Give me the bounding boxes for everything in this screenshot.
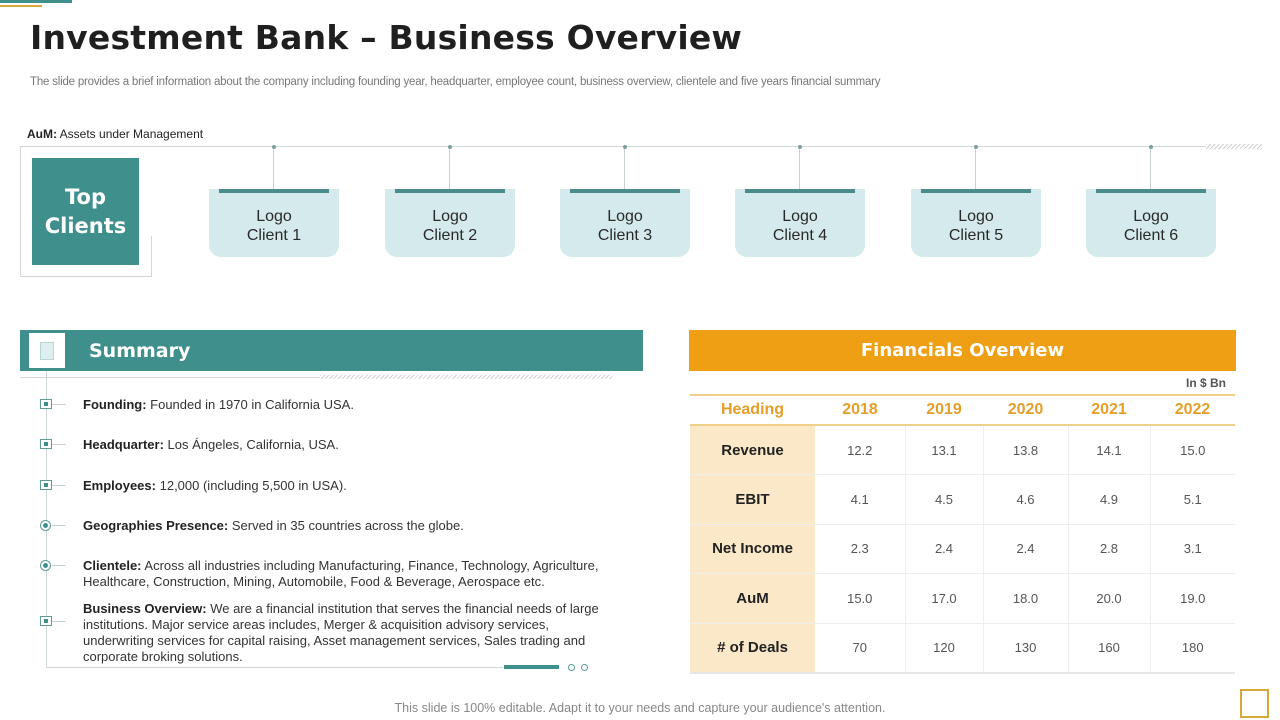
item-value: We are a financial institution that serves the financial needs of large institutions. Major service areas includes, Merger & acquisition advisory services, underwriting services for capital raising, Asset management services, Sales trading and corporate broking solutions.: [83, 601, 599, 664]
item-label: Founding:: [83, 397, 147, 412]
bullet-tick: [52, 485, 66, 486]
corner-box-decoration: [1240, 689, 1269, 718]
summary-item-text: [83, 558, 618, 590]
client-logo-label: Logo: [607, 208, 643, 225]
client-logo-placeholder: [209, 189, 339, 257]
client-name: Client 5: [948, 227, 1004, 244]
item-value: 12,000 (including 5,500 in USA).: [159, 478, 347, 493]
top-clients-line1: Top: [64, 184, 106, 209]
table-row: [690, 475, 1235, 525]
financials-unit: In $ Bn: [1185, 376, 1226, 390]
connector-stem: [799, 147, 800, 190]
client-logo-label: Logo: [958, 208, 994, 225]
card-accent-bar: [1096, 189, 1206, 193]
client-logo-placeholder: [385, 189, 515, 257]
table-cell: 3.1: [1150, 524, 1235, 574]
table-cell: 5.1: [1150, 475, 1235, 525]
client-logo-placeholder: [1086, 189, 1216, 257]
column-header: 2020: [983, 395, 1068, 425]
item-label: Business Overview:: [83, 601, 207, 616]
table-cell: 2.8: [1068, 524, 1150, 574]
client-logo-label: Logo: [782, 208, 818, 225]
row-label: Revenue: [690, 425, 815, 475]
table-cell: 13.8: [983, 425, 1068, 475]
connector-stem: [1150, 147, 1151, 190]
client-card-6[interactable]: [1086, 147, 1216, 257]
client-logo-label: Logo: [1133, 208, 1169, 225]
table-cell: 160: [1068, 623, 1150, 673]
summary-item-text: [83, 601, 618, 665]
item-value: Served in 35 countries across the globe.: [231, 518, 464, 533]
table-cell: 4.6: [983, 475, 1068, 525]
column-header: 2022: [1150, 395, 1235, 425]
page-title: Investment Bank – Business Overview: [30, 18, 743, 57]
summary-item-text: [83, 518, 618, 534]
table-cell: 120: [905, 623, 983, 673]
summary-item-text: [83, 397, 618, 413]
table-cell: 130: [983, 623, 1068, 673]
column-header: 2021: [1068, 395, 1150, 425]
item-label: Headquarter:: [83, 437, 164, 452]
table-cell: 12.2: [815, 425, 905, 475]
item-label: Geographies Presence:: [83, 518, 229, 533]
footer-text: This slide is 100% editable. Adapt it to your needs and capture your audience's attention.: [394, 701, 886, 715]
pager-active-bar: [504, 665, 559, 669]
client-logo-label: Logo: [432, 208, 468, 225]
table-cell: 19.0: [1150, 574, 1235, 624]
bullet-tick: [52, 621, 66, 622]
row-label: AuM: [690, 574, 815, 624]
connector-dot: [272, 145, 276, 149]
client-card-4[interactable]: [735, 147, 865, 257]
summary-divider: [20, 377, 320, 378]
square-bullet-icon: [40, 616, 52, 626]
pager-dot: [568, 664, 575, 671]
column-header: Heading: [690, 395, 815, 425]
client-logo-placeholder: [735, 189, 865, 257]
card-accent-bar: [395, 189, 505, 193]
client-logo-label: Logo: [256, 208, 292, 225]
table-cell: 70: [815, 623, 905, 673]
document-icon: [29, 333, 65, 368]
table-cell: 14.1: [1068, 425, 1150, 475]
table-row: [690, 623, 1235, 673]
table-cell: 20.0: [1068, 574, 1150, 624]
summary-title: Summary: [89, 340, 191, 362]
table-cell: 2.4: [983, 524, 1068, 574]
table-cell: 13.1: [905, 425, 983, 475]
row-label: EBIT: [690, 475, 815, 525]
client-name: Client 1: [246, 227, 302, 244]
table-cell: 180: [1150, 623, 1235, 673]
hatch-decoration: [320, 375, 612, 379]
client-logo-placeholder: [560, 189, 690, 257]
square-bullet-icon: [40, 439, 52, 449]
item-label: Clientele:: [83, 558, 142, 573]
table-cell: 2.3: [815, 524, 905, 574]
connector-stem: [975, 147, 976, 190]
connector-dot: [448, 145, 452, 149]
table-row: [690, 425, 1235, 475]
column-header: 2018: [815, 395, 905, 425]
page-subtitle: The slide provides a brief information about the company including founding year, headquarter, employee count, business overview, clientele and five years financial summary: [30, 76, 881, 88]
card-accent-bar: [921, 189, 1031, 193]
connector-stem: [273, 147, 274, 190]
item-value: Los Ángeles, California, USA.: [167, 437, 339, 452]
connector-dot: [623, 145, 627, 149]
row-label: Net Income: [690, 524, 815, 574]
connector-dot: [974, 145, 978, 149]
item-label: Employees:: [83, 478, 156, 493]
table-cell: 18.0: [983, 574, 1068, 624]
financials-header: Financials Overview: [689, 330, 1236, 371]
card-accent-bar: [219, 189, 329, 193]
aum-abbr: AuM:: [27, 127, 57, 141]
summary-header: [20, 330, 643, 371]
client-card-1[interactable]: [209, 147, 339, 257]
connector-stem: [449, 147, 450, 190]
top-clients-line2: Clients: [44, 213, 127, 238]
pager-dot: [581, 664, 588, 671]
item-value: Across all industries including Manufacturing, Finance, Technology, Agriculture, Healthcare, Construction, Mining, Automobile, Food & Beverage, Aerospace etc.: [83, 558, 599, 589]
connector-stem: [624, 147, 625, 190]
aum-note: [27, 127, 203, 141]
connector-dot: [1149, 145, 1153, 149]
table-cell: 4.9: [1068, 475, 1150, 525]
table-header-row: [690, 395, 1235, 425]
table-cell: 17.0: [905, 574, 983, 624]
table-row: [690, 574, 1235, 624]
top-clients-label: [32, 158, 139, 265]
client-card-5[interactable]: [911, 147, 1041, 257]
financials-table: [690, 394, 1235, 674]
card-accent-bar: [745, 189, 855, 193]
client-card-2[interactable]: [385, 147, 515, 257]
bullet-tick: [52, 404, 66, 405]
client-name: Client 3: [597, 227, 653, 244]
corner-accent-teal: [0, 0, 72, 3]
table-cell: 15.0: [815, 574, 905, 624]
table-cell: 2.4: [905, 524, 983, 574]
table-cell: 4.1: [815, 475, 905, 525]
clients-frame-edge: [151, 236, 152, 277]
square-bullet-icon: [40, 480, 52, 490]
item-value: Founded in 1970 in California USA.: [150, 397, 354, 412]
column-header: 2019: [905, 395, 983, 425]
table-row: [690, 524, 1235, 574]
bullet-tick: [52, 525, 66, 526]
round-bullet-icon: [40, 560, 51, 571]
bullet-tick: [52, 565, 66, 566]
round-bullet-icon: [40, 520, 51, 531]
card-accent-bar: [570, 189, 680, 193]
client-logo-placeholder: [911, 189, 1041, 257]
table-cell: 15.0: [1150, 425, 1235, 475]
client-card-3[interactable]: [560, 147, 690, 257]
client-name: Client 6: [1123, 227, 1179, 244]
aum-definition: Assets under Management: [59, 127, 204, 141]
connector-dot: [798, 145, 802, 149]
row-label: # of Deals: [690, 623, 815, 673]
corner-accent-gold: [0, 5, 42, 7]
summary-item-text: [83, 437, 618, 453]
table-cell: 4.5: [905, 475, 983, 525]
bullet-tick: [52, 444, 66, 445]
client-name: Client 4: [772, 227, 828, 244]
square-bullet-icon: [40, 399, 52, 409]
footer-note: [0, 701, 1280, 715]
summary-item-text: [83, 478, 618, 494]
client-name: Client 2: [422, 227, 478, 244]
timeline-bottom-line: [46, 667, 503, 668]
